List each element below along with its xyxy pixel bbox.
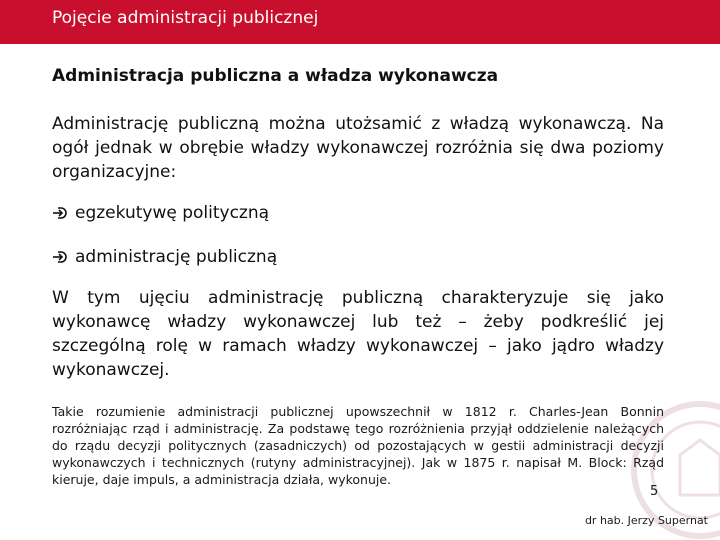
slide-subtitle: Administracja publiczna a władza wykonawcza xyxy=(52,66,499,86)
author-credit: dr hab. Jerzy Supernat xyxy=(584,514,708,527)
page-number: 5 xyxy=(650,484,659,499)
header-title: Pojęcie administracji publicznej xyxy=(52,8,319,28)
bullet-item xyxy=(52,245,277,269)
header-bar xyxy=(0,0,720,44)
definition-paragraph: W tym ujęciu administrację publiczną charakteryzuje się jako wykonawcę władzy wykonawczej lub też – żeby podkreślić jej szczególną rolę w ramach władzy wykonawczej – jako jądro władzy wykonawczej. xyxy=(52,288,664,380)
curved-arrow-icon xyxy=(52,205,68,221)
footnote-paragraph: Takie rozumienie administracji publicznej upowszechnił w 1812 r. Charles-Jean Bonnin rozróżniając rząd i administrację. Za podstawę tego rozróżnienia przyjął oddzielenie należących do rządu decyzji politycznych (zasadniczych) od pozostających w gestii administracji decyzji wykonawczych i technicznych (rutyny administracyjnej). Jak w 1875 r. napisał M. Block: Rząd kieruje, daje impuls, a administracja działa, wykonuje. xyxy=(52,404,664,487)
bullet-item xyxy=(52,201,269,225)
intro-paragraph: Administrację publiczną można utożsamić z władzą wykonawczą. Na ogół jednak w obrębie władzy wykonawczej rozróżnia się dwa poziomy organizacyjne: xyxy=(52,114,664,182)
curved-arrow-icon xyxy=(52,249,68,265)
bullet-label: egzekutywę polityczną xyxy=(75,203,270,223)
bullet-label: administrację publiczną xyxy=(75,247,278,267)
